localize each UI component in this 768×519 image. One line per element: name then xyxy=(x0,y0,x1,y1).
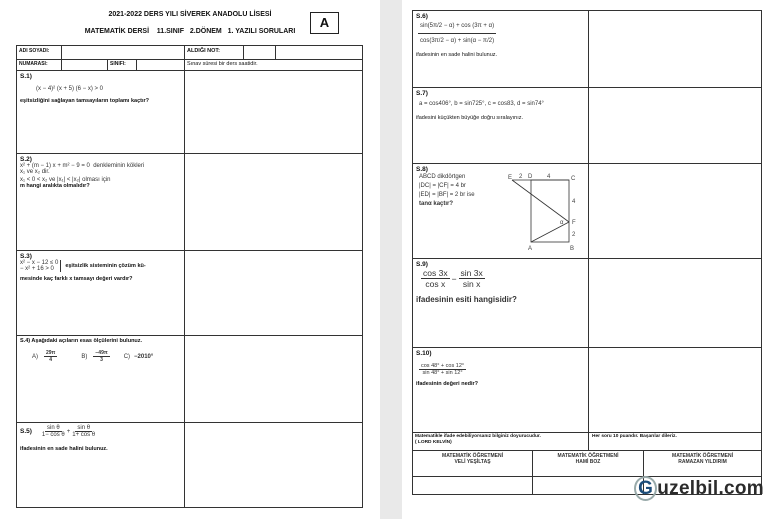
watermark-logo: G uzelbil.com xyxy=(634,478,764,500)
question-8: S.8) ABCD dikdörtgen |DC| = |CF| = 4 br |ED| = |BF| = 2 br ise tanα kaçtır? E 2 D 4 C 4 α F 2 A B xyxy=(412,163,589,259)
answer-area-9[interactable] xyxy=(588,258,762,348)
grade-field-2[interactable] xyxy=(275,45,363,60)
signature-1 xyxy=(412,476,533,495)
quote: Matematikle ifade edebiliyorsanız bilginiz doyurucudur. ( LORD KELVİN) xyxy=(412,432,589,451)
answer-area-5[interactable] xyxy=(184,422,363,508)
page-2 xyxy=(402,0,768,519)
label-a: A xyxy=(528,246,533,252)
grade-label: ALDIĞI NOT: xyxy=(184,45,244,60)
question-1: S.1) (x − 4)² (x + 5) (6 − x) > 0 eşitsizliğini sağlayan tamsayıların toplamı kaçtır? xyxy=(16,70,185,154)
answer-area-4[interactable] xyxy=(184,335,363,423)
answer-area-6[interactable] xyxy=(588,10,762,88)
svg-text:4: 4 xyxy=(547,174,551,180)
label-e: E xyxy=(508,175,513,181)
teacher-1: MATEMATİK ÖĞRETMENİ VELİ YEŞİLTAŞ xyxy=(412,450,533,477)
question-4: S.4) Aşağıdaki açıların esas ölçülerini bulunuz. A) $\frac{29\pi}{4}$ B) $\frac{-49\pi}{3}$ C) −2010° xyxy=(16,335,185,423)
grade-field[interactable] xyxy=(243,45,276,60)
answer-area-3[interactable] xyxy=(184,250,363,336)
duration-note: Sınav süresi bir ders saatidir. xyxy=(184,59,363,71)
exam-title: MATEMATİK DERSİ 11.SINIF 2.DÖNEM 1. YAZILI SORULARI xyxy=(84,28,296,35)
answer-area-7[interactable] xyxy=(588,87,762,164)
svg-text:2: 2 xyxy=(572,232,576,238)
label-b: B xyxy=(570,246,575,252)
name-field[interactable] xyxy=(61,45,185,60)
signature-2 xyxy=(532,476,644,495)
number-label: NUMARASI: xyxy=(16,59,62,71)
answer-area-1[interactable] xyxy=(184,70,363,154)
question-5: S.5) $\frac{\text{sin θ}}{\text{1− cos θ}}$ + $\frac{\text{sin θ}}{\text{1+ cos θ}}$ ifadesinin en sade halini bulunuz. xyxy=(16,422,185,508)
question-3: S.3) x² − x − 12 ≤ 0 − x² + 16 > 0 eşitsizlik sisteminin çözüm kü- mesinde kaç farklı x tamsayı değeri vardır? xyxy=(16,250,185,336)
school-title: 2021-2022 DERS YILI SİVEREK ANADOLU LİSESİ xyxy=(108,11,272,18)
question-6: S.6) $\frac{\sin(5\pi/2 - \alpha) + \cos (3\pi + \alpha)}{\cos(3\pi/2 - \alpha) + \sin(\alpha - \pi/2)}$ ifadesinin en sade halini bulunuz. xyxy=(412,10,589,88)
page-1 xyxy=(0,0,380,519)
label-f: F xyxy=(572,220,576,226)
answer-area-8[interactable] xyxy=(588,163,762,259)
answer-area-10[interactable] xyxy=(588,347,762,433)
question-2: S.2) x² + (m − 1) x + m² − 9 = 0 denkleminin kökleri x₁ ve x₂ dir. x₁ < 0 < x₂ ve |x₁| < |x₂| olması için m hangi aralıkta olmalıdır? xyxy=(16,153,185,251)
class-label: SINIFI: xyxy=(107,59,137,71)
teacher-3: MATEMATİK ÖĞRETMENİ RAMAZAN YILDIRIM xyxy=(643,450,762,477)
rectangle-diagram xyxy=(505,172,580,252)
svg-text:α: α xyxy=(560,220,564,226)
svg-text:4: 4 xyxy=(572,199,576,205)
question-10: S.10) $\frac{\cos 48^\circ + \cos 12^\circ}{\sin 48^\circ + \sin 12^\circ}$ ifadesinin değeri nedir? xyxy=(412,347,589,433)
svg-text:2: 2 xyxy=(519,174,523,180)
label-d: D xyxy=(528,174,533,180)
teacher-2: MATEMATİK ÖĞRETMENİ HAMİ BOZ xyxy=(532,450,644,477)
answer-area-2[interactable] xyxy=(184,153,363,251)
points-note: Her soru 10 puandır. Başarılar dileriz. xyxy=(588,432,762,451)
question-7: S.7) a = cos406°, b = sin725°, c = cos83, d = sin74° ifadesini küçükten büyüğe doğru sıralayınız. xyxy=(412,87,589,164)
booklet-type: A xyxy=(310,12,339,34)
name-label: ADI SOYADI: xyxy=(16,45,62,60)
question-9: S.9) $\frac{\cos 3x}{\text{cos x}}$ − $\frac{\sin 3x}{\text{sin x}}$ ifadesinin esiti hangisidir? xyxy=(412,258,589,348)
label-c: C xyxy=(571,176,576,182)
